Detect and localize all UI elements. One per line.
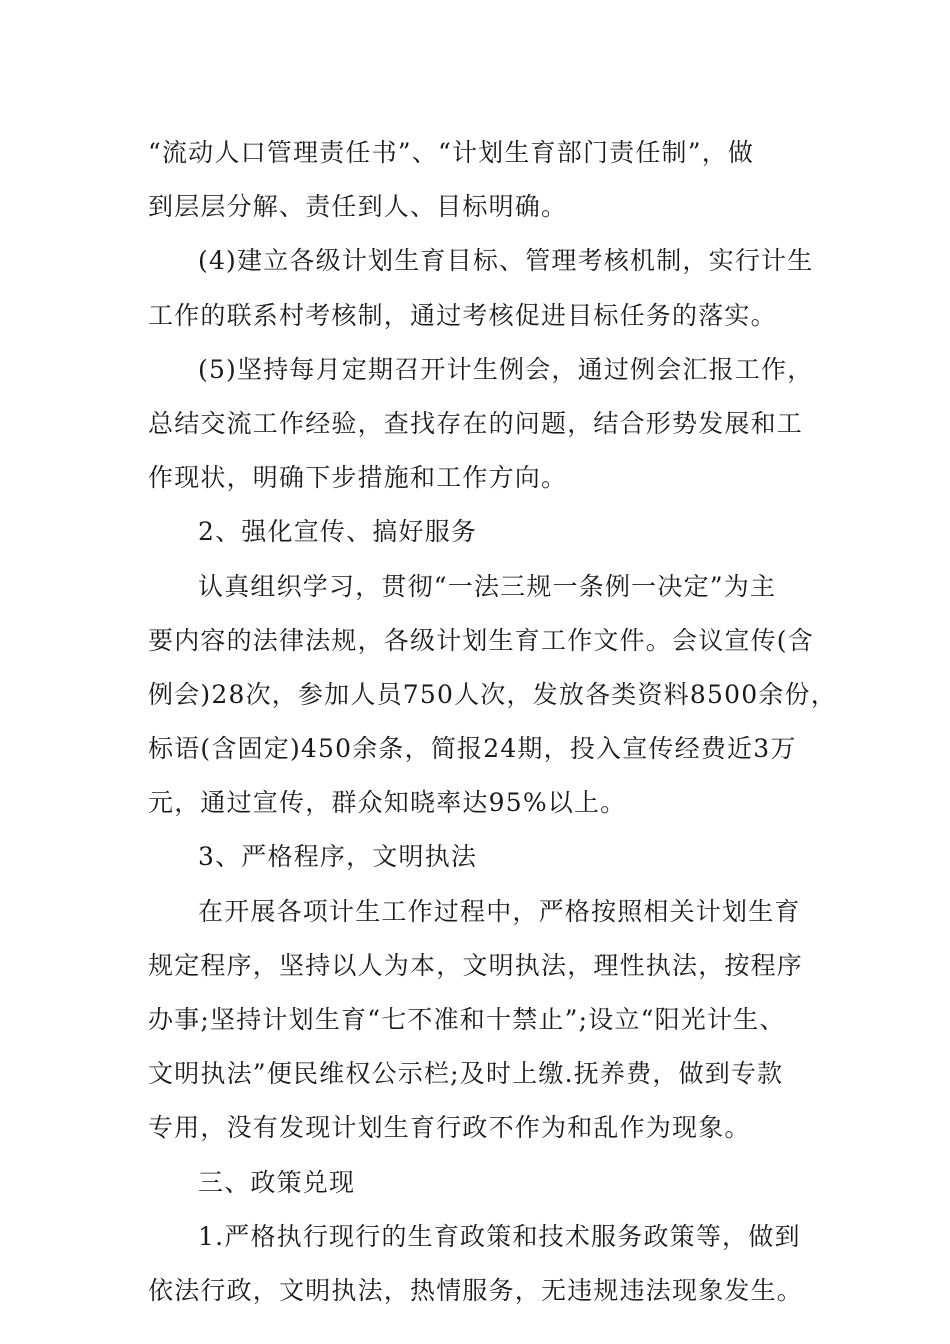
text-line: 要内容的法律法规，各级计划生育工作文件。会议宣传(含 <box>148 625 814 655</box>
text-line: 3、严格程序，文明执法 <box>198 842 478 872</box>
text-line: (4)建立各级计划生育目标、管理考核机制，实行计生 <box>198 246 814 276</box>
text-line: 元，通过宣传，群众知晓率达95%以上。 <box>148 788 627 818</box>
text-line: 到层层分解、责任到人、目标明确。 <box>148 192 568 222</box>
text-line: 依法行政，文明执法，热情服务，无违规违法现象发生。 <box>148 1275 804 1305</box>
text-line: 例会)28次，参加人员750人次，发放各类资料8500余份， <box>148 679 837 709</box>
document-body <box>148 126 837 1318</box>
text-line: 标语(含固定)450余条，简报24期，投入宣传经费近3万 <box>148 734 797 764</box>
text-line: 文明执法”便民维权公示栏;及时上缴.抚养费，做到专款 <box>148 1059 784 1089</box>
text-line: 在开展各项计生工作过程中，严格按照相关计划生育 <box>198 896 801 926</box>
text-line: 总结交流工作经验，查找存在的问题，结合形势发展和工 <box>148 408 804 438</box>
text-line: (5)坚持每月定期召开计生例会，通过例会汇报工作， <box>198 354 814 384</box>
text-line: 工作的联系村考核制，通过考核促进目标任务的落实。 <box>148 300 777 330</box>
text-line: 1.严格执行现行的生育政策和技术服务政策等，做到 <box>198 1221 801 1251</box>
text-line: 三、政策兑现 <box>198 1167 356 1197</box>
text-line: 办事;坚持计划生育“七不准和十禁止”;设立“阳光计生、 <box>148 1005 786 1034</box>
text-line: “流动人口管理责任书”、“计划生育部门责任制”，做 <box>148 138 755 167</box>
text-line: 认真组织学习，贯彻“一法三规一条例一决定”为主 <box>198 571 777 601</box>
text-line: 规定程序，坚持以人为本，文明执法，理性执法，按程序 <box>148 950 804 980</box>
text-line: 专用，没有发现计划生育行政不作为和乱作为现象。 <box>148 1113 751 1143</box>
text-line: 作现状，明确下步措施和工作方向。 <box>148 463 568 493</box>
text-line: 2、强化宣传、搞好服务 <box>198 517 478 547</box>
